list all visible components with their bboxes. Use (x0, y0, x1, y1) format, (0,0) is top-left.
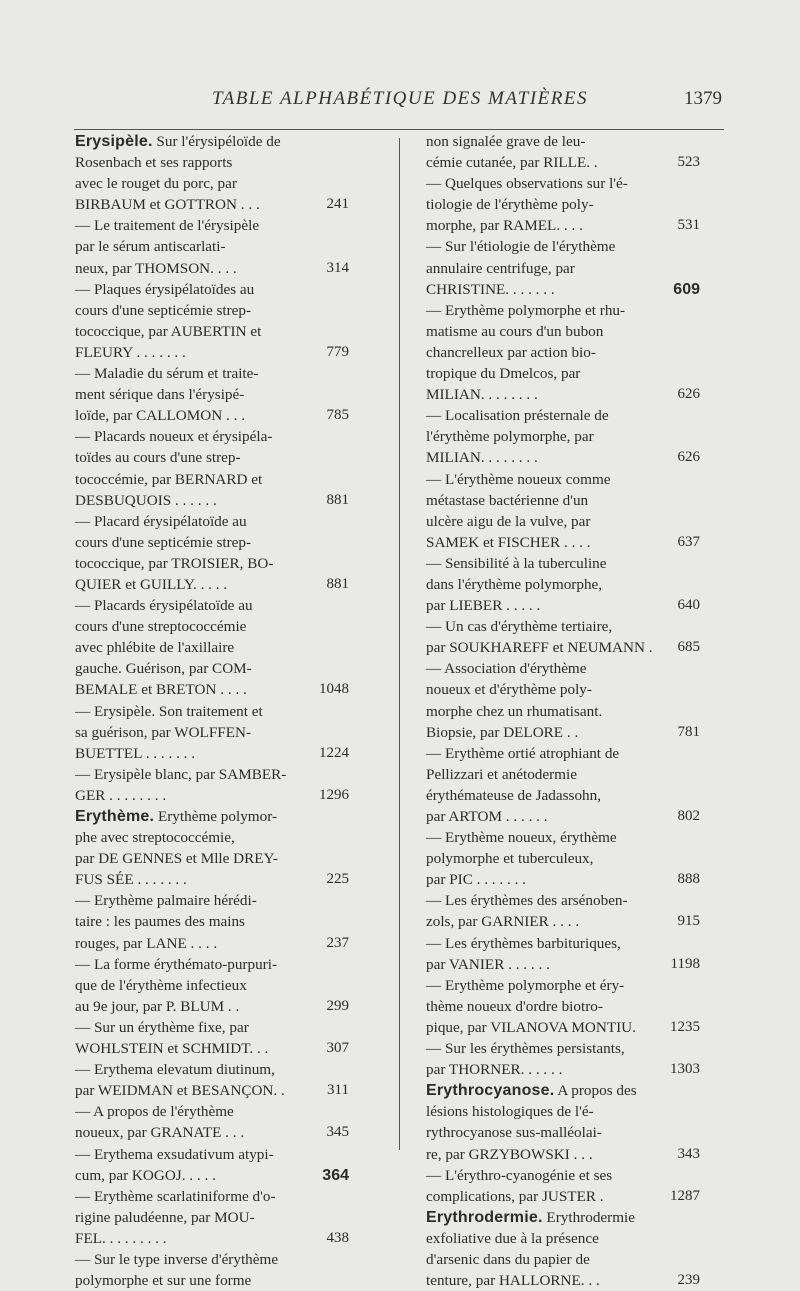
entry-body: — L'érythro-cyanogénie et ses complications, par JUSTER . (426, 1166, 613, 1205)
index-subentry (426, 236, 700, 299)
entry-text (426, 236, 666, 299)
index-subentry (75, 1101, 349, 1143)
entry-body: — Maladie du sérum et traite- ment sérique dans l'érysipé- loïde, par CALLOMON . . . (75, 365, 259, 425)
entry-text (75, 1186, 315, 1249)
entry-page-number: 1287 (670, 1187, 700, 1204)
index-subentry (75, 426, 349, 510)
index-heading-entry (426, 1080, 700, 1164)
index-subentry (426, 933, 700, 975)
entry-page-number: 241 (326, 196, 349, 213)
entry-page-number: 314 (326, 259, 349, 276)
entry-page-number: 438 (326, 1229, 349, 1246)
column-divider (399, 138, 400, 1150)
entry-text (75, 954, 315, 1017)
index-subentry (75, 1249, 349, 1291)
running-title: TABLE ALPHABÉTIQUE DES MATIÈRES (212, 88, 588, 109)
entry-page-number: 785 (326, 407, 349, 424)
entry-body: Sur l'érysipéloïde de Rosenbach et ses rapports avec le rouget du porc, par BIRBAUM et GOTTRON . . . (75, 133, 281, 214)
entry-text (75, 1249, 315, 1291)
entry-text (75, 595, 315, 700)
entry-page-number: 1048 (319, 681, 349, 698)
entry-body: — Association d'érythème noueux et d'érythème poly- morphe chez un rhumatisant. Biopsie, par DELORE . . (426, 660, 603, 741)
entry-body: — Le traitement de l'érysipèle par le sérum antiscarlati- neux, par THOMSON. . . . (75, 217, 260, 277)
entry-body: — Plaques érysipélatoïdes au cours d'une septicémie strep- tococcique, par AUBERTIN et FLEURY . . . . . . . (75, 280, 262, 361)
entry-body: — Erysipèle blanc, par SAMBER- GER . . . . . . . . (75, 765, 287, 804)
entry-page-number: 685 (677, 639, 700, 656)
entry-page-number: 802 (677, 808, 700, 824)
entry-text (426, 173, 666, 236)
entry-page-number: 640 (677, 597, 700, 614)
entry-body: A propos des lésions histologiques de l'é- rythrocyanose sus-malléolai- re, par GRZYBOWSKI . . . (426, 1082, 637, 1163)
entry-text (75, 806, 315, 890)
entry-page-number: 779 (326, 343, 349, 360)
entry-text (426, 827, 666, 890)
entry-body: Erythrodermie exfoliative due à la présence d'arsenic dans du papier de tenture, par HALLORNE. . . (426, 1208, 635, 1290)
entry-body: — Erythème polymorphe et éry- thème noueux d'ordre biotro- pique, par VILANOVA MONTIU. (426, 976, 636, 1036)
entry-body: — Les érythèmes des arsénoben- zols, par GARNIER . . . . (426, 892, 628, 931)
entry-heading: Erythrocyanose. (426, 1082, 555, 1100)
entry-page-number: 888 (677, 871, 700, 888)
entry-page-number: 345 (326, 1124, 349, 1141)
entry-text (75, 890, 315, 953)
entry-body: — Erysipèle. Son traitement et sa guérison, par WOLFFEN- BUETTEL . . . . . . . (75, 702, 263, 762)
entry-heading: Erythrodermie. (426, 1208, 543, 1226)
index-subentry (75, 1017, 349, 1059)
entry-body: — Localisation présternale de l'érythème polymorphe, par MILIAN. . . . . . . . (426, 407, 609, 467)
entry-text (426, 890, 666, 932)
entry-body: — A propos de l'érythème noueux, par GRANATE . . . (75, 1103, 245, 1142)
entry-page-number: 343 (677, 1145, 700, 1162)
entry-body: — Erythema elevatum diutinum, par WEIDMAN et BESANÇON. . (75, 1061, 285, 1100)
entry-page-number: 626 (677, 449, 700, 466)
entry-text (426, 553, 666, 616)
entry-body: — La forme érythémato-purpuri- que de l'érythème infectieux au 9e jour, par P. BLUM . . (75, 955, 277, 1015)
entry-body: — Quelques observations sur l'é- tiologie de l'érythème poly- morphe, par RAMEL. . . . (426, 175, 628, 235)
entry-page-number: 781 (677, 723, 700, 740)
entry-body: — Erythème ortié atrophiant de Pellizzari et anétodermie érythémateuse de Jadassohn, par ARTOM . . . . . . (426, 744, 620, 825)
entry-body: — Erythème polymorphe et rhu- matisme au cours d'un bubon chancrelleux par action bio- tropique du Dmelcos, par MILIAN. . . . . . . . (426, 301, 626, 404)
index-subentry (75, 890, 349, 953)
entry-page-number: 609 (673, 280, 700, 298)
entry-body: — Sensibilité à la tuberculine dans l'érythème polymorphe, par LIEBER . . . . . (426, 554, 607, 615)
entry-page-number: 307 (326, 1040, 349, 1057)
page-number: 1379 (684, 88, 722, 109)
index-subentry (426, 553, 700, 616)
entry-text (426, 1165, 666, 1207)
entry-body: — Les érythèmes barbituriques, par VANIER . . . . . . (426, 934, 621, 973)
entry-text (75, 279, 315, 363)
index-subentry (75, 954, 349, 1017)
entry-page-number: 915 (677, 913, 700, 930)
entry-body: — Erythème palmaire hérédi- taire : les paumes des mains rouges, par LANE . . . . (75, 892, 257, 952)
entry-page-number: 1224 (319, 744, 349, 761)
index-subentry (75, 701, 349, 764)
entry-text (75, 764, 315, 806)
index-subentry (75, 511, 349, 595)
entry-body: — Erythema exsudativum atypi- cum, par KOGOJ. . . . . (75, 1145, 274, 1184)
index-subentry (426, 658, 700, 742)
index-subentry (426, 1038, 700, 1080)
entry-page-number: 1235 (670, 1018, 700, 1035)
entry-text (426, 300, 666, 405)
entry-text (75, 1059, 315, 1101)
entry-body: — L'érythème noueux comme métastase bactérienne d'un ulcère aigu de la vulve, par SAMEK et FISCHER . . . . (426, 470, 611, 551)
entry-body: non signalée grave de leu- cémie cutanée, par RILLE. . (426, 133, 598, 172)
entry-body: Erythème polymor- phe avec streptococcémie, par DE GENNES et Mlle DREY- FUS SÉE . . . . . . . (75, 808, 278, 889)
entry-text (426, 1080, 666, 1164)
index-subentry (426, 975, 700, 1038)
index-subentry (75, 1144, 349, 1186)
index-heading-entry (75, 806, 349, 890)
entry-page-number: 299 (326, 997, 349, 1014)
index-heading-entry (75, 131, 349, 215)
index-subentry (426, 405, 700, 468)
entry-text (75, 363, 315, 426)
entry-body: — Erythème scarlatiniforme d'o- rigine paludéenne, par MOU- FEL. . . . . . . . . (75, 1187, 276, 1247)
entry-body: — Erythème noueux, érythème polymorphe et tuberculeux, par PIC . . . . . . . (426, 829, 617, 889)
entry-page-number: 531 (677, 217, 700, 234)
entry-page-number: 1296 (319, 786, 349, 803)
entry-page-number: 239 (677, 1272, 700, 1289)
index-subentry (426, 743, 700, 827)
index-subentry (426, 300, 700, 405)
entry-text (426, 1038, 666, 1080)
entry-body: — Sur le type inverse d'érythème polymorphe et sur une forme (75, 1250, 279, 1290)
index-subentry (75, 215, 349, 278)
entry-body: — Un cas d'érythème tertiaire, par SOUKHAREFF et NEUMANN . (426, 618, 653, 657)
entry-page-number: 237 (326, 934, 349, 951)
entry-page-number: 523 (677, 154, 700, 171)
entry-body: — Sur les érythèmes persistants, par THORNER. . . . . . (426, 1040, 625, 1079)
entry-page-number: 364 (322, 1166, 349, 1184)
entry-page-number: 626 (677, 386, 700, 403)
index-subentry (426, 890, 700, 932)
index-subentry (75, 363, 349, 426)
entry-text (75, 701, 315, 764)
entry-page-number: 881 (326, 491, 349, 508)
entry-text (75, 511, 315, 595)
left-column (75, 131, 349, 1291)
index-heading-entry (426, 1207, 700, 1291)
index-subentry (426, 131, 700, 173)
entry-text (426, 975, 666, 1038)
index-subentry (75, 1059, 349, 1101)
entry-heading: Erysipèle. (75, 133, 153, 150)
index-subentry (426, 827, 700, 890)
index-subentry (75, 279, 349, 363)
entry-text (75, 1144, 315, 1186)
entry-page-number: 311 (327, 1082, 349, 1099)
entry-text (426, 1207, 666, 1291)
entry-text (426, 616, 666, 658)
page-header (0, 84, 800, 114)
entry-page-number: 637 (677, 533, 700, 550)
entry-heading: Erythème. (75, 808, 155, 825)
entry-body: — Placards érysipélatoïde au cours d'une streptococcémie avec phlébite de l'axillaire gauche. Guérison, par COM- BEMALE et BRETON . . . . (75, 597, 253, 699)
entry-text (426, 405, 666, 468)
entry-text (75, 131, 315, 215)
header-rule (74, 129, 724, 130)
entry-text (75, 1017, 315, 1059)
entry-text (426, 469, 666, 553)
index-subentry (75, 595, 349, 700)
entry-page-number: 881 (326, 575, 349, 592)
entry-page-number: 1303 (670, 1061, 700, 1078)
entry-page-number: 1198 (670, 955, 700, 972)
entry-text (426, 743, 666, 827)
entry-page-number: 225 (326, 871, 349, 888)
right-column (426, 131, 700, 1291)
entry-text (75, 1101, 315, 1143)
index-subentry (426, 616, 700, 658)
index-subentry (426, 1165, 700, 1207)
entry-text (426, 131, 666, 173)
entry-body: — Placards noueux et érysipéla- toïdes au cours d'une strep- tococcémie, par BERNARD et DESBUQUOIS . . . . . . (75, 428, 273, 509)
entry-text (75, 215, 315, 278)
entry-text (426, 933, 666, 975)
index-subentry (75, 764, 349, 806)
index-subentry (426, 173, 700, 236)
entry-text (75, 426, 315, 510)
entry-body: — Placard érysipélatoïde au cours d'une septicémie strep- tococcique, par TROISIER, BO- QUIER et GUILLY. . . . . (75, 512, 274, 593)
entry-body: — Sur l'étiologie de l'érythème annulaire centrifuge, par CHRISTINE. . . . . . . (426, 238, 616, 298)
index-subentry (426, 469, 700, 553)
index-subentry (75, 1186, 349, 1249)
entry-body: — Sur un érythème fixe, par WOHLSTEIN et SCHMIDT. . . (75, 1018, 269, 1058)
entry-text (426, 658, 666, 742)
